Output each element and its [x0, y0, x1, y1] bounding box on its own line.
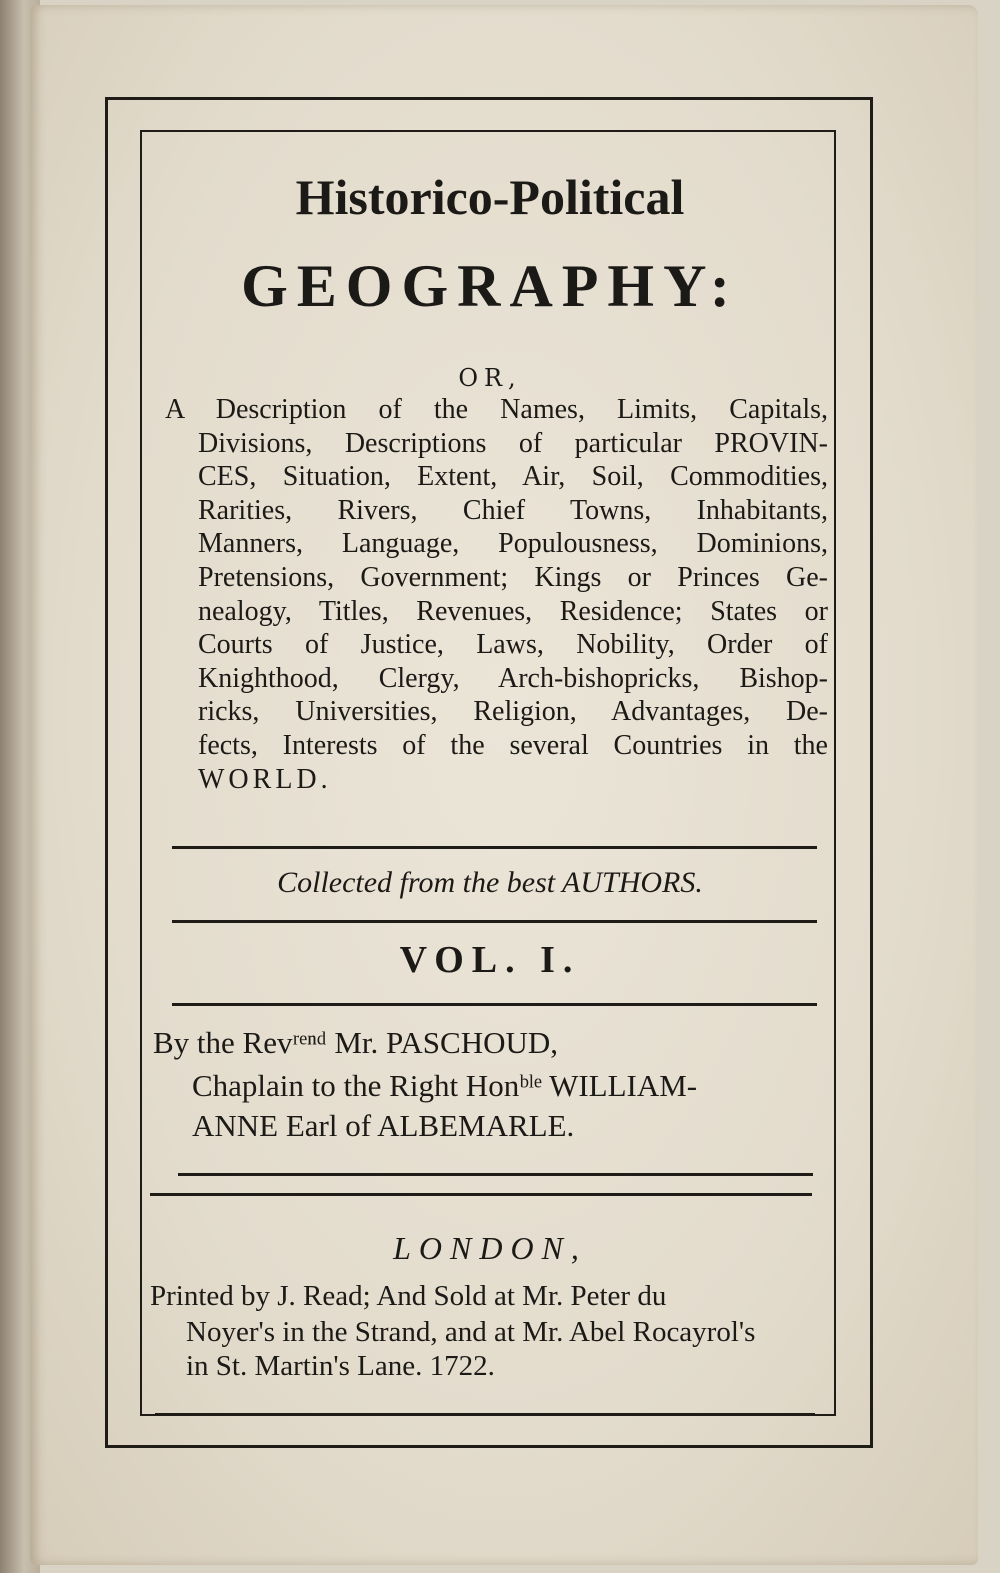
divider-rule — [178, 1173, 813, 1176]
description-line: Knighthood, Clergy, Arch-bishopricks, Bishop- — [198, 662, 828, 694]
description-line: Pretensions, Government; Kings or Princes Ge- — [198, 561, 828, 593]
divider-rule — [150, 1193, 812, 1196]
place-of-publication: LONDON, — [393, 1230, 587, 1266]
divider-rule — [172, 1003, 817, 1006]
description-line: fects, Interests of the several Countries in the — [198, 729, 828, 761]
divider-rule — [172, 920, 817, 923]
divider-rule — [155, 1413, 815, 1416]
author-line: Chaplain to the Right Honᵇˡᵉ WILLIAM- — [192, 1068, 698, 1103]
collected-line: Collected from the best AUTHORS. — [277, 866, 703, 899]
imprint-line: Noyer's in the Strand, and at Mr. Abel Rocayrol's — [186, 1316, 756, 1348]
imprint-line: in St. Martin's Lane. 1722. — [186, 1350, 495, 1382]
description-line: Rarities, Rivers, Chief Towns, Inhabitants, — [198, 494, 828, 526]
description-line: Courts of Justice, Laws, Nobility, Order of — [198, 629, 828, 661]
author-line: ANNE Earl of ALBEMARLE. — [192, 1108, 575, 1143]
description-block — [165, 393, 828, 796]
author-line: By the Revʳᵉⁿᵈ Mr. PASCHOUD, — [153, 1025, 558, 1060]
imprint-line: Printed by J. Read; And Sold at Mr. Peter du — [150, 1280, 667, 1312]
title-line-2: GEOGRAPHY: — [241, 253, 739, 319]
description-line: WORLD. — [198, 763, 332, 795]
description-line: A Description of the Names, Limits, Capitals, — [165, 394, 828, 425]
description-line: CES, Situation, Extent, Air, Soil, Commodities, — [198, 461, 828, 493]
description-line: ricks, Universities, Religion, Advantages, De- — [198, 696, 828, 728]
description-line: Manners, Language, Populousness, Dominions, — [198, 528, 828, 560]
description-line: nealogy, Titles, Revenues, Residence; States or — [198, 595, 828, 627]
volume-label: VOL. I. — [399, 939, 581, 981]
divider-rule — [172, 846, 817, 849]
title-line-1: Historico-Political — [295, 169, 685, 225]
description-line: Divisions, Descriptions of particular PROVIN- — [198, 427, 828, 459]
or-line: OR, — [458, 364, 522, 392]
